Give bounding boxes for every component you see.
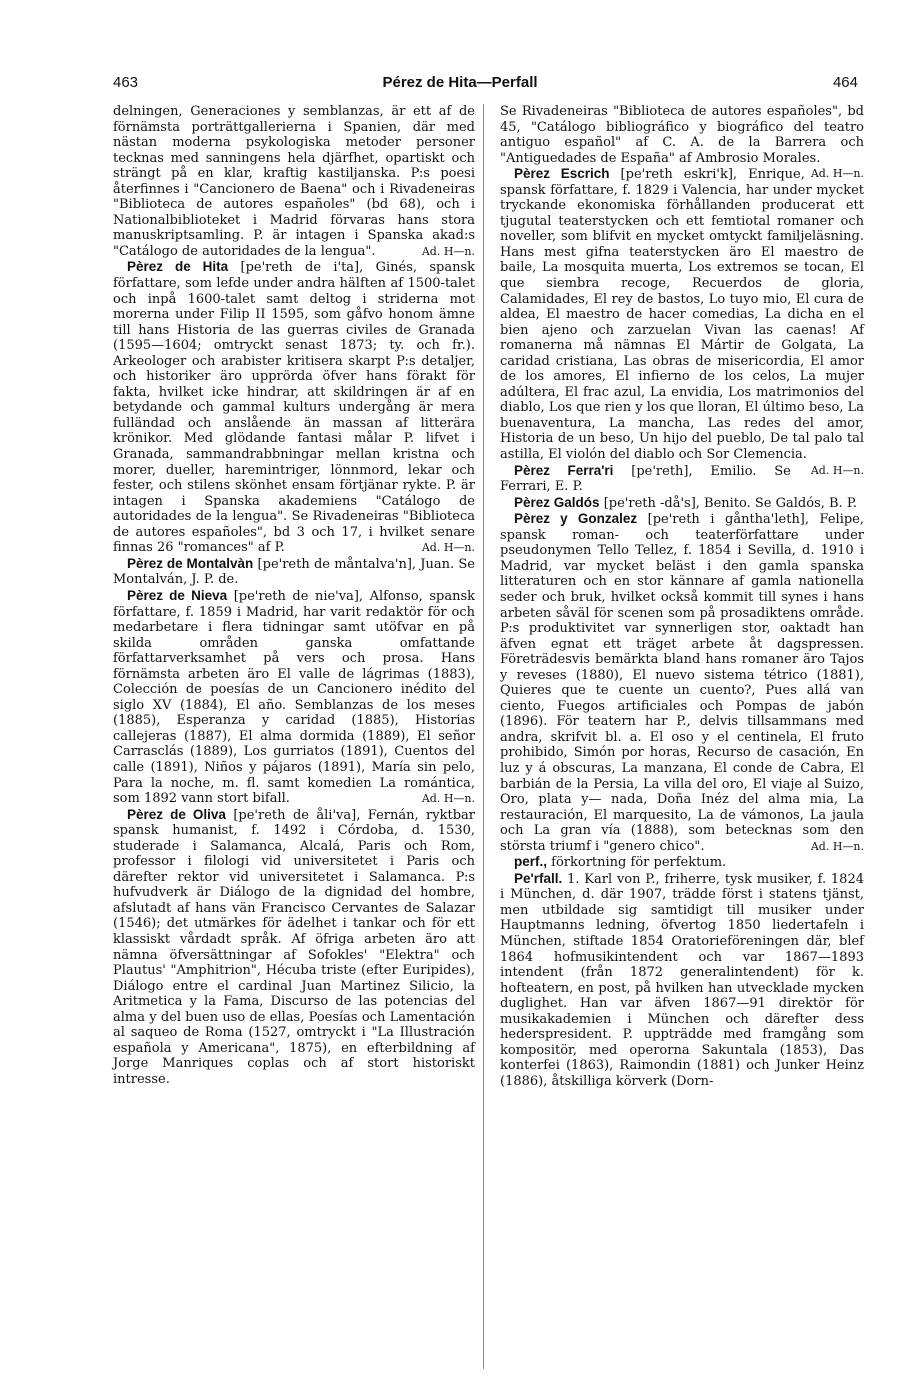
headword: Pèrez y Gonzalez <box>514 511 638 527</box>
entry-perez-de-montalvan <box>113 556 475 588</box>
entry-body: 1. Karl von P., friherre, tysk musiker, f. 1824 i München, d. där 1907, trädde först i statens tjänst, men utbildade sig samtidigt till musiker under Hauptmanns ledning, öfvertog 1850 liedertafeln i München, stiftade 1854 Oratorieföreningen där, blef 1864 hofmusikintendent och var 1867—1893 intendent (från 1872 generalintendent) för k. hofteatern, en post, på hvilken han utvecklade mycken duglighet. Han var äfven 1867—91 direktör för musikakademien i München och därefter dess hederspresident. P. uppträdde med framgång som kompositör, med operorna Sakuntala (1853), Das konterfei (1863), Raimondin (1881) och Junker Heinz (1886), åtskilliga körverk (Dorn- <box>500 871 864 1089</box>
headword: Pèrez de Oliva <box>127 806 226 822</box>
entry-perfall <box>500 871 864 1090</box>
headword: Pèrez Galdós <box>514 494 600 510</box>
headword: perf., <box>514 854 548 870</box>
author-signature: Ad. H—n. <box>421 244 475 258</box>
page-header <box>0 74 920 98</box>
continued-paragraph: Se Rivadeneiras "Biblioteca de autores españoles", bd 45, "Catálogo bibliográfico y biográfico del teatro antiguo español" af C. A. de la Barrera och "Antiguedades de España" af Ambrosio Morales. Ad. H—n. <box>500 104 864 181</box>
headword: Pèrez Escrich <box>514 166 610 182</box>
headword: Pèrez de Nieva <box>127 587 228 603</box>
headword: Pèrez de Montalvàn <box>127 555 254 571</box>
entry-body: [pe'reth de i'ta], Ginés, spansk författare, som lefde under andra hälften af 1500-talet och inpå 1600-talet samt deltog i striderna mot morerna under Filip II 1595, som gåfvo honom ämne till hans Historia de las guerras civiles de Granada (1595—1604; omtryckt senast 1873; ty. och fr.). Arkeologer och arabister kritisera skarpt P:s detaljer, och historiker äro upprörda öfver hans förakt för fakta, hvilket icke hindrar, att skildringen är af en betydande och gammal kulturs undergång är mera fulländad och anslående än massan af litterära krönikor. Med glödande fantasi målar P. lifvet i Granada, sammandrabbningar mellan kristna och morer, dueller, haremintriger, lönnmord, lekar och fester, och stilens skönhet ensam förtjänar rykte. P. är intagen i Spanska akademiens "Catálogo de autoridades de la lengua". Se Rivadeneiras "Biblioteca de autores españoles", bd 3 och 17, i hvilket senare finnas 26 "romances" af P. <box>113 260 475 556</box>
entry-perez-de-oliva <box>113 807 475 1088</box>
left-column <box>113 104 475 1087</box>
page-number-left: 463 <box>113 74 139 91</box>
entry-body: [pe'reth eskri'k], Enrique, spansk författare, f. 1829 i Valencia, har under mycket tryckande ekonomiska förhållanden producerat ett tjugutal teaterstycken och ett femtiotal romaner och noveller, som blifvit en mycket omtyckt familjeläsning. Hans mest gifna teaterstycken äro El maestro de baile, La mosquita muerta, Los extremos se tocan, El que siembra recoge, Recuerdos de gloria, Calamidades, El rey de bastos, Lo tuyo mio, El cura de aldea, El maestro de hacer comedias, La dicha en el bien ajeno och zarzuelan Vivan las caenas! Af romanerna må nämnas El Mártir de Golgata, La caridad cristiana, Las obras de misericordia, El amor de los amores, El infierno de los celos, La mujer adúltera, El frac azul, La envidia, Los matrimonios del diablo, Los que rien y los que lloran, El último beso, La buenaventura, La mancha, Las redes del amor, Historia de un beso, Un hijo del pueblo, De tal palo tal astilla, El violón del diablo och Sor Clemencia. <box>500 167 864 463</box>
author-signature: Ad. H—n. <box>421 541 475 555</box>
entry-body: [pe'reth i gåntha'leth], Felipe, spansk roman- och teaterförfattare under pseudonymen Tello Tellez, f. 1854 i Sevilla, d. 1910 i Madrid, var mycket beläst i den gamla spanska litteraturen och en stor kännare af gamla nationella seder och bruk, hvilket också kommit till synes i hans arbeten såväl för scenen som på prosadiktens område. P:s produktivitet var synnerligen stor, oaktadt han äfven egnat ett träget arbete åt dagspressen. Företrädesvis bemärkta bland hans romaner äro Tajos y reveses (1880), El nuevo sistema tétrico (1881), Quieres que te cuente un cuento?, Pues allá van ciento, Fuegos artificiales och Pompas de jabón (1896). För teatern har P., delvis tillsammans med andra, skrifvit bl. a. El oso y el centinela, El fruto prohibido, Simón por horas, Recurso de casación, En luz y á obscuras, La manzana, El conde de Cabra, El barbián de la Persia, La villa del oro, El viaje al Suizo, Oro, plata y— nada, Doña Inéz del alma mia, La restauración, El marquesito, La de vámonos, La jaula och La gran vía (1888), som betecknas som den största triumf i "genero chico". <box>500 512 865 854</box>
entry-perez-de-hita <box>113 259 475 555</box>
headword: Pe'rfall. <box>514 870 563 886</box>
author-signature: Ad. H—n. <box>810 167 864 181</box>
entry-body: förkortning för perfektum. <box>551 855 727 871</box>
column-divider <box>483 104 484 1369</box>
entry-body: [pe'reth de nie'va], Alfonso, spansk författare, f. 1859 i Madrid, har varit redaktör för och medarbetare i flera tidningar samt utöfvar en på skilda områden ganska omfattande författarverksamhet på vers och prosa. Hans förnämsta arbeten äro El valle de lágrimas (1883), Colección de poesías de un Cancionero inédito del siglo XV (1884), El año. Semblanzas de los meses (1885), Esperanza y caridad (1885), Historias callejeras (1887), El alma dormida (1889), El señor Carrasclás (1889), Los gurriatos (1891), Cuentos del calle (1891), Niños y pájaros (1891), María sin pelo, Para la noche, m. fl. samt komedien La romántica, som 1892 vann stort bifall. <box>113 588 475 807</box>
entry-body: [pe'reth de måntalva'n], Juan. Se Montalván, J. P. de. <box>113 556 475 588</box>
continued-paragraph: delningen, Generaciones y semblanzas, är ett af de förnämsta porträttgallerierna i Spanien, där med nästan moderna psykologiska metoder personer tecknas med sanningens hela djärfhet, opartiskt och strängt på en klar, kraftig kastiljanska. P:s poesi återfinnes i "Cancionero de Baena" och i Rivadeneiras "Biblioteca de autores españoles" (bd 68), och i Nationalbiblioteket i Madrid förvaras hans stora manuskriptsamling. P. är intagen i Spanska akad:s "Catálogo de autoridades de la lengua". Ad. H—n. <box>113 104 475 259</box>
entry-perf <box>500 854 864 871</box>
entry-perez-y-gonzalez <box>500 511 864 854</box>
right-column <box>500 104 864 1089</box>
entry-perez-de-nieva <box>113 588 475 807</box>
running-title: Pérez de Hita—Perfall <box>382 74 538 91</box>
entry-perez-galdos <box>500 495 864 512</box>
entry-body: [pe'reth], Emilio. Se Ferrari, E. P. <box>500 463 791 495</box>
author-signature: Ad. H—n. <box>810 463 864 477</box>
entry-body: [pe'reth -då's], Benito. Se Galdós, B. P. <box>603 495 858 511</box>
headword: Pèrez Ferra'ri <box>514 462 614 478</box>
author-signature: Ad. H—n. <box>421 792 475 806</box>
entry-body: [pe'reth de åli'va], Fernán, ryktbar spansk humanist, f. 1492 i Córdoba, d. 1530, studerade i Salamanca, Alcalá, Paris och Rom, professor i filologi vid universitetet i Paris och därefter rektor vid universitetet i Salamanca. P:s hufvudverk är Diálogo de la dignidad del hombre, afslutadt af hans vän Francisco Cervantes de Salazar (1546); det utmärkes för ädelhet i tankar och för ett klassiskt vårdadt språk. Af öfriga arbeten äro att nämna öfversättningar af Sofokles' "Elektra" och Plautus' "Amphitrion", Hécuba triste (efter Euripides), Diálogo entre el cardinal Juan Martinez Silicio, la Aritmetica y la Fama, Discurso de las potencias del alma y del buen uso de ellas, Poesías och Lamentación al saqueo de Roma (1527, omtryckt i "La Illustración española y Americana", 1875), en efterbildning af Jorge Manriques coplas och af stort historiskt intresse. <box>113 807 475 1087</box>
author-signature: Ad. H—n. <box>810 839 864 853</box>
page-number-right: 464 <box>832 74 858 91</box>
headword: Pèrez de Hita <box>127 259 229 275</box>
